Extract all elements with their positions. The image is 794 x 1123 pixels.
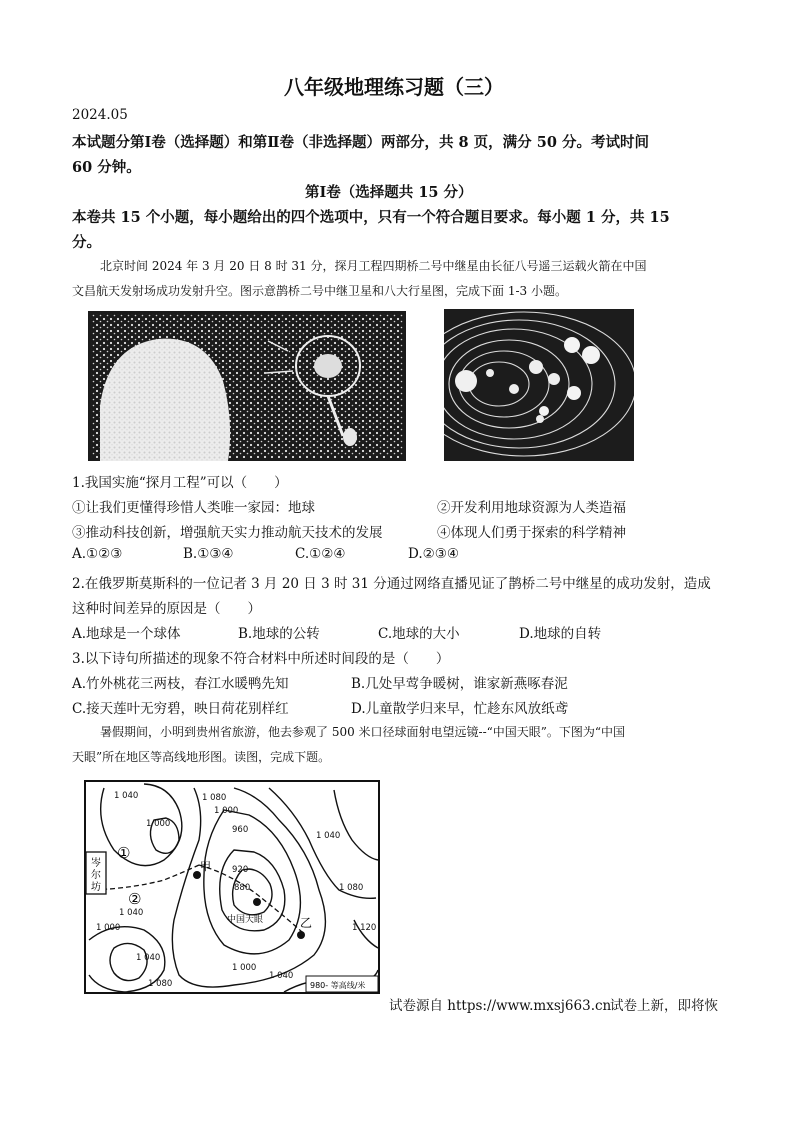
satellite-moon-image: [88, 311, 406, 461]
passage-2-line-2: 天眼”所在地区等高线地形图。读图，完成下题。: [72, 750, 331, 764]
q2-stem-2: 这种时间差异的原因是（ ）: [72, 601, 261, 617]
q3-option-a: A.竹外桃花三两枝，春江水暖鸭先知: [72, 676, 289, 692]
intro-line-2: 60 分钟。: [72, 159, 141, 176]
contour-label: 880: [234, 883, 251, 893]
tianyan-label: 中国天眼: [227, 915, 264, 925]
contour-label: 920: [232, 865, 249, 875]
contour-label: 1 040: [114, 791, 139, 801]
footer-tail: 试卷上新，即将恢: [610, 998, 718, 1014]
q2-option-d: D.地球的自转: [519, 626, 602, 642]
point-jia-label: 甲: [200, 860, 211, 873]
date: 2024.05: [72, 107, 128, 123]
page-title: 八年级地理练习题（三）: [284, 75, 504, 99]
contour-label: 1 000: [232, 963, 257, 973]
q1-item-3: ③推动科技创新，增强航天实力推动航天技术的发展: [72, 525, 383, 541]
q2-option-a: A.地球是一个球体: [72, 626, 181, 642]
map-marker-1: ①: [117, 844, 131, 862]
q2-option-b: B.地球的公转: [238, 626, 320, 642]
contour-label: 1 080: [339, 883, 364, 893]
contour-label: 1 040: [136, 953, 161, 963]
contour-label: 960: [232, 825, 249, 835]
q2-option-c: C.地球的大小: [378, 626, 460, 642]
contour-label: 1 000: [96, 923, 121, 933]
q1-stem: 1.我国实施“探月工程”可以（ ）: [72, 475, 288, 491]
point-yi-marker: [297, 931, 305, 939]
contour-label: 1 040: [316, 831, 341, 841]
passage-1-line-2: 文昌航天发射场成功发射升空。图示意鹊桥二号中继卫星和八大行星图，完成下面 1-3 小题。: [72, 284, 567, 298]
contour-label: 1 080: [202, 793, 227, 803]
contour-label: 1 000: [214, 806, 239, 816]
tianyan-marker: [253, 898, 261, 906]
contour-label: 1 040: [269, 971, 294, 981]
passage-2-line-1: 暑假期间，小明到贵州省旅游，他去参观了 500 米口径球面射电望远镜--“中国天眼”。下图为“中国: [100, 725, 626, 739]
point-yi-label: 乙: [300, 916, 313, 930]
map-marker-2: ②: [128, 890, 142, 908]
q3-option-d: D.儿童散学归来早，忙趁东风放纸鸢: [351, 701, 569, 717]
contour-map: [84, 780, 380, 994]
map-side-label-1: 岑: [91, 858, 101, 869]
intro-line-1: 本试题分第Ⅰ卷（选择题）和第Ⅱ卷（非选择题）两部分，共 8 页，满分 50 分。考试时间: [72, 134, 649, 151]
contour-label: 1 120: [352, 923, 377, 933]
q1-option-a: A.①②③: [72, 546, 123, 562]
contour-label: 1 040: [119, 908, 144, 918]
q3-stem: 3.以下诗句所描述的现象不符合材料中所述时间段的是（ ）: [72, 651, 450, 667]
section-instructions-1: 本卷共 15 个小题，每小题给出的四个选项中，只有一个符合题目要求。每小题 1 分，共 15: [72, 209, 670, 226]
map-side-label-2: 尔: [91, 870, 101, 881]
q1-option-d: D.②③④: [408, 546, 459, 562]
solar-system-image: [444, 309, 634, 461]
q2-stem-1: 2.在俄罗斯莫斯科的一位记者 3 月 20 日 3 时 31 分通过网络直播见证了鹊桥二号中继星的成功发射，造成: [72, 576, 711, 592]
q3-option-b: B.几处早莺争暖树，谁家新燕啄春泥: [351, 676, 568, 692]
map-legend: 980- 等高线/米: [310, 981, 366, 990]
q3-option-c: C.接天莲叶无穷碧，映日荷花别样红: [72, 701, 289, 717]
passage-1-line-1: 北京时间 2024 年 3 月 20 日 8 时 31 分，探月工程四期桥二号中继星由长征八号遥三运载火箭在中国: [100, 259, 647, 273]
section-instructions-2: 分。: [72, 234, 101, 251]
q1-option-b: B.①③④: [183, 546, 234, 562]
section-heading: 第Ⅰ卷（选择题共 15 分）: [305, 184, 473, 201]
footer-source[interactable]: 试卷源自 https://www.mxsj663.cn: [389, 998, 612, 1014]
map-side-label-3: 坊: [91, 882, 101, 893]
contour-label: 1 000: [146, 819, 171, 829]
q1-item-1: ①让我们更懂得珍惜人类唯一家园：地球: [72, 500, 315, 516]
q1-option-c: C.①②④: [295, 546, 346, 562]
q1-item-2: ②开发利用地球资源为人类造福: [437, 500, 626, 516]
contour-label: 1 080: [148, 979, 173, 989]
q1-item-4: ④体现人们勇于探索的科学精神: [437, 525, 626, 541]
